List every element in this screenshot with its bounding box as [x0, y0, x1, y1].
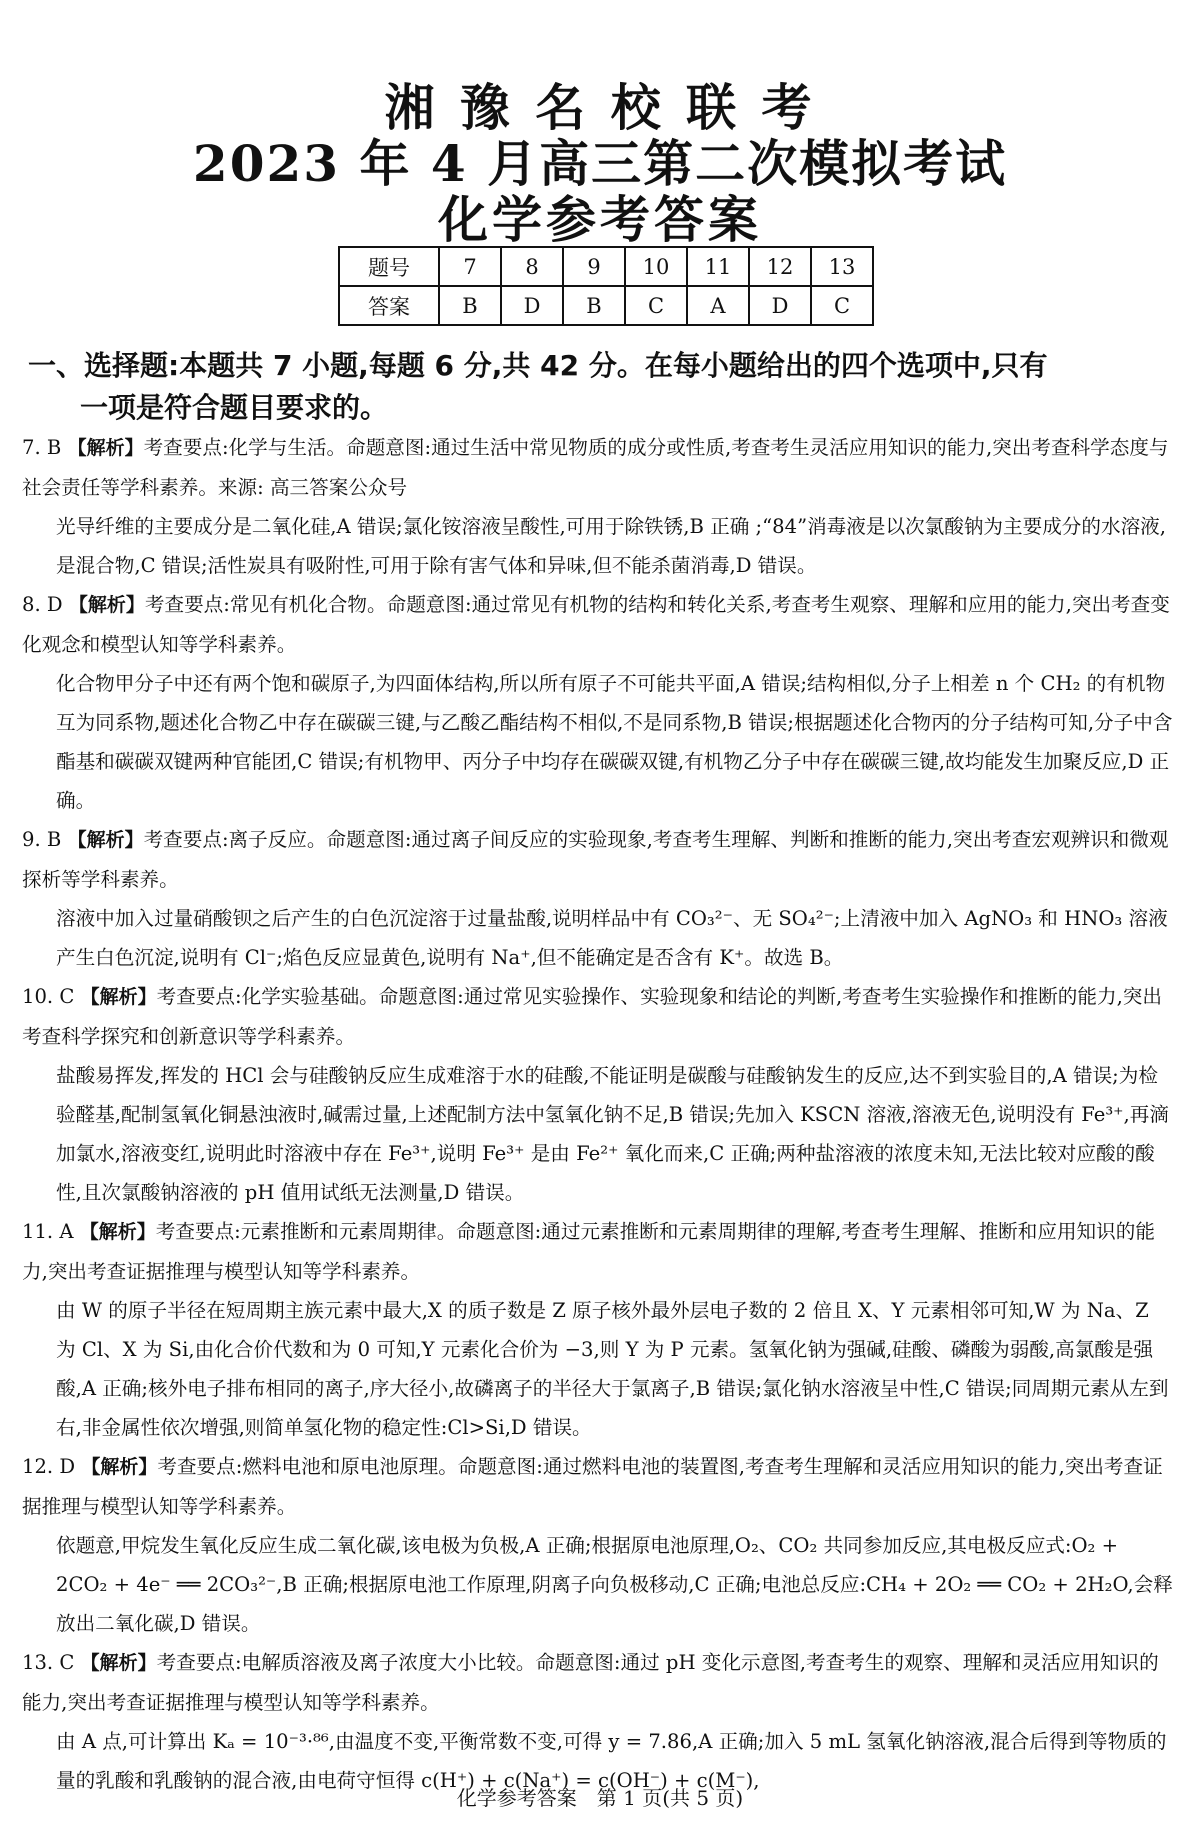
answer-table-answer-row: [339, 286, 873, 325]
analysis-tag: 【解析】: [80, 986, 157, 1008]
explanation-item: [22, 428, 1174, 585]
answer-cell: D: [749, 286, 811, 325]
explanation-intro: 考查要点:化学与生活。命题意图:通过生活中常见物质的成分或性质,考查考生灵活应用知识的能力,突出考查科学态度与社会责任等学科素养。来源: 高三答案公众号: [22, 436, 1169, 499]
row-label-number: 题号: [339, 247, 439, 286]
analysis-tag: 【解析】: [67, 829, 144, 851]
question-number-cell: 12: [749, 247, 811, 286]
answer-table-number-row: [339, 247, 873, 286]
section-heading: [28, 345, 1178, 429]
exam-union-title: 湘 豫 名 校 联 考: [384, 78, 816, 137]
section-heading-line2: 一项是符合题目要求的。: [80, 391, 389, 424]
explanation-body: 盐酸易挥发,挥发的 HCl 会与硅酸钠反应生成难溶于水的硅酸,不能证明是碳酸与硅酸钠发生的反应,达不到实验目的,A 错误;为检验醛基,配制氢氧化铜悬浊液时,碱需过量,上述配制方法中氢氧化钠不足,B 错误;先加入 KSCN 溶液,溶液无色,说明没有 Fe³⁺,再滴加氯水,溶液变红,说明此时溶液中存在 Fe³⁺,说明 Fe³⁺ 是由 Fe²⁺ 氧化而来,C 正确;两种盐溶液的浓度未知,无法比较对应酸的酸性,且次氯酸钠溶液的 pH 值用试纸无法测量,D 错误。: [56, 1064, 1169, 1204]
explanations: [22, 428, 1174, 1800]
explanation-intro: 考查要点:燃料电池和原电池原理。命题意图:通过燃料电池的装置图,考查考生理解和灵活应用知识的能力,突出考查证据推理与模型认知等学科素养。: [22, 1455, 1163, 1518]
question-answer: 13. C: [22, 1651, 75, 1674]
exam-session-title: 2023 年 4 月高三第二次模拟考试: [192, 134, 1008, 193]
analysis-tag: 【解析】: [67, 437, 144, 459]
answer-cell: A: [687, 286, 749, 325]
answer-cell: C: [811, 286, 873, 325]
explanation-body: 光导纤维的主要成分是二氧化硅,A 错误;氯化铵溶液呈酸性,可用于除铁锈,B 正确 ;“84”消毒液是以次氯酸钠为主要成分的水溶液,是混合物,C 错误;活性炭具有吸附性,可用于除有害气体和异味,但不能杀菌消毒,D 错误。: [56, 515, 1167, 577]
analysis-tag: 【解析】: [79, 1221, 156, 1243]
page-footer: 化学参考答案 第 1 页(共 5 页): [456, 1786, 744, 1810]
section-heading-line1: 一、选择题:本题共 7 小题,每题 6 分,共 42 分。在每小题给出的四个选项中,只有: [28, 349, 1048, 382]
explanation-intro: 考查要点:电解质溶液及离子浓度大小比较。命题意图:通过 pH 变化示意图,考查考生的观察、理解和灵活应用知识的能力,突出考查证据推理与模型认知等学科素养。: [22, 1651, 1159, 1714]
explanation-intro: 考查要点:化学实验基础。命题意图:通过常见实验操作、实验现象和结论的判断,考查考生实验操作和推断的能力,突出考查科学探究和创新意识等学科素养。: [22, 985, 1162, 1048]
explanation-body: 依题意,甲烷发生氧化反应生成二氧化碳,该电极为负极,A 正确;根据原电池原理,O₂、CO₂ 共同参加反应,其电极反应式:O₂ + 2CO₂ + 4e⁻ ══ 2CO₃²⁻,B 正确;根据原电池工作原理,阴离子向负极移动,C 正确;电池总反应:CH₄ + 2O₂ ══ CO₂ + 2H₂O,会释放出二氧化碳,D 错误。: [56, 1534, 1173, 1635]
answer-cell: C: [625, 286, 687, 325]
subject-title: 化学参考答案: [438, 190, 762, 249]
explanation-item: [22, 820, 1174, 977]
row-label-answer: 答案: [339, 286, 439, 325]
explanation-intro: 考查要点:离子反应。命题意图:通过离子间反应的实验现象,考查考生理解、判断和推断的能力,突出考查宏观辨识和微观探析等学科素养。: [22, 828, 1169, 891]
analysis-tag: 【解析】: [81, 1456, 158, 1478]
question-answer: 12. D: [22, 1455, 76, 1478]
question-number-cell: 7: [439, 247, 501, 286]
explanation-body: 溶液中加入过量硝酸钡之后产生的白色沉淀溶于过量盐酸,说明样品中有 CO₃²⁻、无 SO₄²⁻;上清液中加入 AgNO₃ 和 HNO₃ 溶液产生白色沉淀,说明有 Cl⁻;焰色反应显黄色,说明有 Na⁺,但不能确定是否含有 K⁺。故选 B。: [56, 907, 1168, 969]
analysis-tag: 【解析】: [80, 1652, 157, 1674]
explanation-body: 由 A 点,可计算出 Kₐ = 10⁻³·⁸⁶,由温度不变,平衡常数不变,可得 y = 7.86,A 正确;加入 5 mL 氢氧化钠溶液,混合后得到等物质的量的乳酸和乳酸钠的混合液,由电荷守恒得 c(H⁺) + c(Na⁺) = c(OH⁻) + c(M⁻),: [56, 1730, 1167, 1792]
question-answer: 7. B: [22, 436, 62, 459]
answer-cell: B: [563, 286, 625, 325]
question-number-cell: 10: [625, 247, 687, 286]
explanation-body: 由 W 的原子半径在短周期主族元素中最大,X 的质子数是 Z 原子核外最外层电子数的 2 倍且 X、Y 元素相邻可知,W 为 Na、Z 为 Cl、X 为 Si,由化合价代数和为 0 可知,Y 元素化合价为 −3,则 Y 为 P 元素。氢氧化钠为强碱,硅酸、磷酸为弱酸,高氯酸是强酸,A 正确;核外电子排布相同的离子,序大径小,故磷离子的半径大于氯离子,B 错误;氯化钠水溶液呈中性,C 错误;同周期元素从左到右,非金属性依次增强,则简单氢化物的稳定性:Cl>Si,D 错误。: [56, 1299, 1169, 1439]
analysis-tag: 【解析】: [68, 594, 145, 616]
question-answer: 8. D: [22, 593, 63, 616]
explanation-item: [22, 977, 1174, 1212]
question-number-cell: 13: [811, 247, 873, 286]
answer-table: [338, 246, 874, 326]
question-answer: 10. C: [22, 985, 75, 1008]
explanation-item: [22, 585, 1174, 820]
answer-cell: D: [501, 286, 563, 325]
question-answer: 11. A: [22, 1220, 74, 1243]
explanation-item: [22, 1212, 1174, 1447]
explanation-item: [22, 1643, 1174, 1800]
answer-cell: B: [439, 286, 501, 325]
explanation-intro: 考查要点:元素推断和元素周期律。命题意图:通过元素推断和元素周期律的理解,考查考生理解、推断和应用知识的能力,突出考查证据推理与模型认知等学科素养。: [22, 1220, 1155, 1283]
question-number-cell: 9: [563, 247, 625, 286]
question-answer: 9. B: [22, 828, 62, 851]
explanation-item: [22, 1447, 1174, 1643]
explanation-intro: 考查要点:常见有机化合物。命题意图:通过常见有机物的结构和转化关系,考查考生观察、理解和应用的能力,突出考查变化观念和模型认知等学科素养。: [22, 593, 1170, 656]
explanation-body: 化合物甲分子中还有两个饱和碳原子,为四面体结构,所以所有原子不可能共平面,A 错误;结构相似,分子上相差 n 个 CH₂ 的有机物互为同系物,题述化合物乙中存在碳碳三键,与乙酸乙酯结构不相似,不是同系物,B 错误;根据题述化合物丙的分子结构可知,分子中含酯基和碳碳双键两种官能团,C 错误;有机物甲、丙分子中均存在碳碳双键,有机物乙分子中存在碳碳三键,故均能发生加聚反应,D 正确。: [56, 672, 1173, 812]
question-number-cell: 8: [501, 247, 563, 286]
question-number-cell: 11: [687, 247, 749, 286]
